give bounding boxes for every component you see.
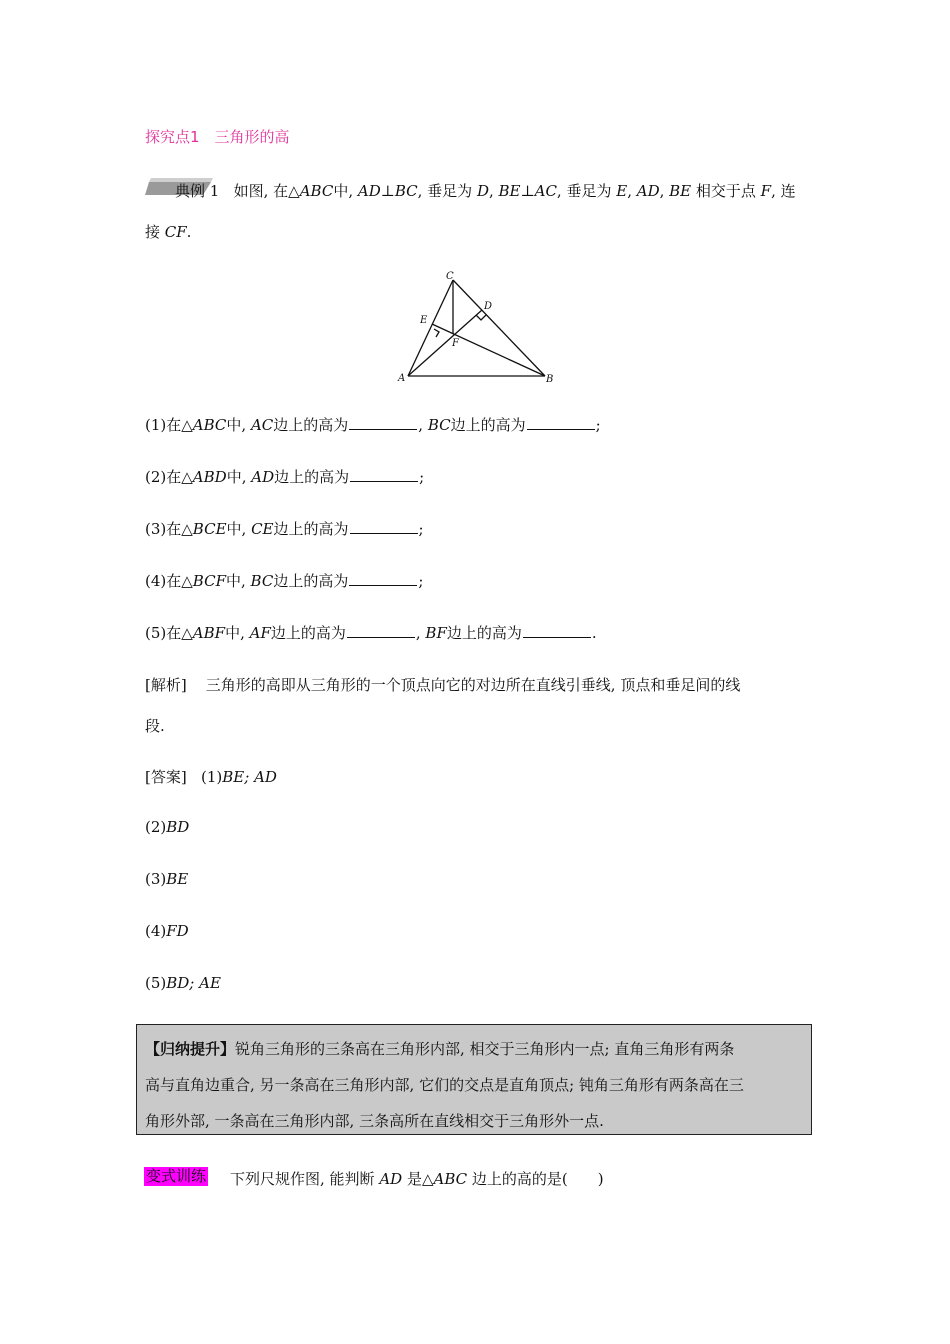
answer-blank[interactable]	[349, 572, 417, 586]
example-text: ABC	[299, 182, 334, 200]
analysis-text: 三角形的高即从三角形的一个顶点向它的对边所在直线引垂线, 顶点和垂足间的线	[205, 676, 741, 694]
analysis-line-1	[145, 674, 740, 695]
example-text: 接	[145, 223, 165, 241]
answer-blank[interactable]	[347, 624, 415, 638]
question-text: 中,	[225, 624, 250, 642]
answer-blank[interactable]	[350, 468, 418, 482]
answer-value: BD; AE	[166, 974, 221, 992]
example-text: ⊥	[380, 182, 395, 200]
right-angle-e	[434, 329, 439, 337]
example-text: F	[760, 182, 772, 200]
label-e: E	[420, 315, 428, 326]
example-line-1	[175, 180, 796, 201]
question-text: ;	[419, 468, 425, 486]
example-text: BE	[498, 182, 521, 200]
example-text: ⊥	[520, 182, 535, 200]
answer-blank[interactable]	[523, 624, 591, 638]
answer-1	[145, 766, 277, 787]
question-text: 边上的高为	[270, 624, 346, 642]
question-text: CE	[251, 520, 274, 538]
question-5	[145, 622, 597, 643]
example-text: ,	[659, 182, 670, 200]
question-text: .	[591, 624, 597, 642]
question-text: 中,	[226, 520, 252, 538]
answer-3	[145, 870, 188, 888]
question-text: ;	[418, 520, 424, 538]
example-text: ,	[627, 182, 637, 200]
side-ac	[408, 280, 453, 376]
answer-number: (2)	[145, 818, 167, 836]
example-text: E	[616, 182, 628, 200]
label-a: A	[398, 373, 406, 384]
answer-number: (5)	[145, 974, 167, 992]
summary-line-1	[145, 1031, 803, 1067]
example-text: , 垂足为	[556, 182, 617, 200]
question-text: BCF	[192, 572, 226, 590]
question-3	[145, 518, 424, 539]
side-bc	[453, 280, 545, 376]
variant-text: 是△	[402, 1170, 434, 1188]
example-text: , 连	[771, 182, 796, 200]
example-text: AC	[534, 182, 557, 200]
answer-label: [答案]	[145, 768, 187, 786]
question-text: ;	[595, 416, 601, 434]
question-1	[145, 414, 601, 435]
question-2	[145, 466, 424, 487]
question-number: (5)	[145, 624, 167, 642]
question-text: 边上的高为	[274, 468, 350, 486]
question-text: BCE	[192, 520, 227, 538]
example-text: 中,	[333, 182, 358, 200]
answer-4	[145, 922, 189, 940]
summary-title: 【归纳提升】	[145, 1040, 236, 1058]
question-text: 边上的高为	[273, 416, 349, 434]
question-text: BC	[427, 416, 451, 434]
section-title: 探究点1 三角形的高	[145, 128, 290, 146]
answer-number: (3)	[145, 870, 167, 888]
question-text: 边上的高为	[450, 416, 526, 434]
label-c: C	[446, 271, 454, 282]
answer-blank[interactable]	[349, 416, 417, 430]
question-text: 中,	[226, 468, 252, 486]
question-text: 在△	[166, 572, 193, 590]
example-text: BE	[669, 182, 692, 200]
summary-text: 锐角三角形的三条高在三角形内部, 相交于三角形内一点; 直角三角形有两条	[235, 1040, 735, 1058]
question-number: (3)	[145, 520, 167, 538]
example-text: 相交于点	[691, 182, 761, 200]
example-text: CF	[164, 223, 187, 241]
question-text: 边上的高为	[273, 572, 349, 590]
label-d: D	[484, 301, 493, 312]
question-4	[145, 570, 423, 591]
question-number: (4)	[145, 572, 167, 590]
question-text: 边上的高为	[273, 520, 349, 538]
answer-blank[interactable]	[527, 416, 595, 430]
variant-text: ABC	[433, 1170, 468, 1188]
example-line-2	[145, 221, 191, 242]
question-text: 边上的高为	[446, 624, 522, 642]
question-text: ,	[415, 624, 426, 642]
example-text: AD	[636, 182, 660, 200]
question-text: BC	[250, 572, 274, 590]
answer-blank[interactable]	[350, 520, 418, 534]
analysis-line-2	[145, 715, 165, 736]
question-text: AC	[250, 416, 274, 434]
altitude-be	[432, 324, 545, 376]
triangle-figure	[390, 268, 560, 388]
answer-number: (1)	[201, 768, 223, 786]
example-text: D	[476, 182, 489, 200]
variant-text: 下列尺规作图, 能判断	[230, 1170, 380, 1188]
question-text: ;	[418, 572, 424, 590]
summary-line-3: 角形外部, 一条高在三角形内部, 三条高所在直线相交于三角形外一点.	[145, 1112, 604, 1130]
example-text: .	[186, 223, 192, 241]
example-text: AD	[357, 182, 381, 200]
analysis-label: [解析]	[145, 676, 187, 694]
question-text: 中,	[225, 572, 251, 590]
summary-box	[136, 1024, 812, 1135]
answer-value: FD	[166, 922, 189, 940]
question-text: 在△	[166, 520, 193, 538]
question-text: AF	[249, 624, 271, 642]
variant-text: AD	[379, 1170, 403, 1188]
label-f: F	[452, 338, 459, 349]
variant-training-tag: 变式训练	[146, 1167, 207, 1185]
question-text: 在△	[166, 468, 193, 486]
right-angle-d	[476, 315, 486, 320]
label-b: B	[546, 374, 554, 385]
question-text: 中,	[226, 416, 251, 434]
answer-value: BD	[166, 818, 190, 836]
question-text: AD	[251, 468, 275, 486]
variant-text: 边上的高的是( )	[467, 1170, 604, 1188]
answer-5	[145, 974, 221, 992]
example-label: 典例 1	[175, 182, 220, 200]
question-text: 在△	[166, 416, 193, 434]
answer-value: BE	[166, 870, 189, 888]
summary-line-2: 高与直角边重合, 另一条高在三角形内部, 它们的交点是直角顶点; 钝角三角形有两条高在三	[145, 1076, 744, 1094]
answer-value: BE; AD	[222, 768, 277, 786]
answer-number: (4)	[145, 922, 167, 940]
question-text: 在△	[166, 624, 193, 642]
example-text: , 垂足为	[417, 182, 477, 200]
question-text: ABF	[192, 624, 226, 642]
question-text: ABD	[192, 468, 227, 486]
question-text: ABC	[192, 416, 227, 434]
question-text: ,	[418, 416, 428, 434]
example-text: 如图, 在△	[233, 182, 300, 200]
question-number: (2)	[145, 468, 167, 486]
example-text: BC	[394, 182, 418, 200]
example-text: ,	[488, 182, 499, 200]
variant-question	[230, 1168, 604, 1189]
answer-2	[145, 818, 189, 836]
analysis-text: 段.	[145, 717, 165, 735]
question-number: (1)	[145, 416, 167, 434]
question-text: BF	[425, 624, 447, 642]
